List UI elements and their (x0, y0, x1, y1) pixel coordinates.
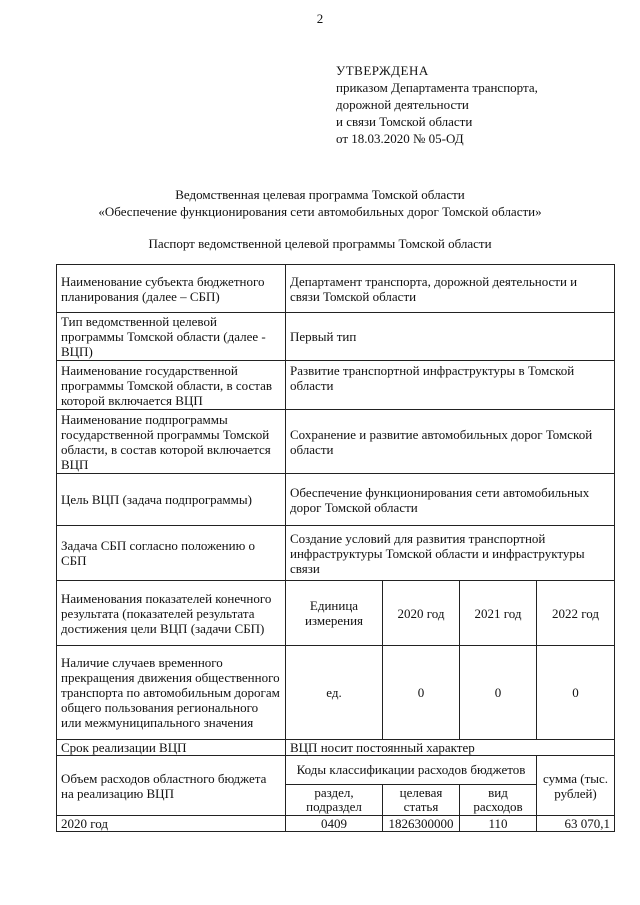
approval-line: дорожной деятельности (336, 97, 469, 112)
expense-row (57, 816, 615, 832)
section-header: раздел, подраздел (286, 785, 383, 816)
indicators-label: Наименования показателей конечного результата (показателей результата достижения цели ВЦП (задачи СБП) (57, 581, 286, 646)
table-row (57, 474, 615, 526)
target-header: целевая статья (383, 785, 460, 816)
table-row (57, 265, 615, 313)
row-label: Задача СБП согласно положению о СБП (57, 526, 286, 581)
passport-subtitle: Паспорт ведомственной целевой программы Томской области (148, 236, 492, 251)
row-label: Наименование государственной программы Томской области, в состав которой включается ВЦП (57, 361, 286, 410)
indicator-value: 0 (460, 646, 537, 740)
expense-section: 0409 (286, 816, 383, 832)
table-row (57, 526, 615, 581)
indicator-unit: ед. (286, 646, 383, 740)
passport-table (56, 264, 615, 832)
approval-heading: УТВЕРЖДЕНА (336, 63, 429, 78)
approval-block (336, 62, 538, 147)
row-label: Цель ВЦП (задача подпрограммы) (57, 474, 286, 526)
expenses-label: Объем расходов областного бюджета на реализацию ВЦП (57, 756, 286, 816)
row-label: Наименование подпрограммы государственной программы Томской области, в состав которой включается ВЦП (57, 410, 286, 474)
title-line-1: Ведомственная целевая программа Томской области (175, 187, 465, 202)
table-row (57, 361, 615, 410)
expense-target: 1826300000 (383, 816, 460, 832)
term-row (57, 740, 615, 756)
term-value: ВЦП носит постоянный характер (286, 740, 615, 756)
row-value: Первый тип (286, 313, 615, 361)
expenses-header-row (57, 756, 615, 785)
year-header: 2020 год (383, 581, 460, 646)
indicator-value: 0 (537, 646, 615, 740)
expense-type: 110 (460, 816, 537, 832)
indicator-value: 0 (383, 646, 460, 740)
row-label: Наименование субъекта бюджетного планирования (далее – СБП) (57, 265, 286, 313)
indicators-header-row (57, 581, 615, 646)
title-line-2: «Обеспечение функционирования сети автомобильных дорог Томской области» (98, 204, 542, 219)
expense-year: 2020 год (57, 816, 286, 832)
expense-sum: 63 070,1 (537, 816, 615, 832)
indicator-label: Наличие случаев временного прекращения движения общественного транспорта по автомобильным дорогам общего пользования регионального или межмуниципального значения (57, 646, 286, 740)
table-row (57, 410, 615, 474)
codes-header: Коды классификации расходов бюджетов (286, 756, 537, 785)
type-header: вид расходов (460, 785, 537, 816)
table-row (57, 313, 615, 361)
document-title (0, 186, 640, 220)
approval-line: и связи Томской области (336, 114, 473, 129)
year-header: 2021 год (460, 581, 537, 646)
year-header: 2022 год (537, 581, 615, 646)
sum-header: сумма (тыс. рублей) (537, 756, 615, 816)
row-value: Создание условий для развития транспортной инфраструктуры Томской области и инфраструктуры связи (286, 526, 615, 581)
indicator-row (57, 646, 615, 740)
row-value: Департамент транспорта, дорожной деятельности и связи Томской области (286, 265, 615, 313)
row-value: Обеспечение функционирования сети автомобильных дорог Томской области (286, 474, 615, 526)
page-number: 2 (316, 11, 324, 26)
approval-line: приказом Департамента транспорта, (336, 80, 538, 95)
row-label: Тип ведомственной целевой программы Томской области (далее - ВЦП) (57, 313, 286, 361)
row-value: Развитие транспортной инфраструктуры в Томской области (286, 361, 615, 410)
unit-header: Единица измерения (286, 581, 383, 646)
row-value: Сохранение и развитие автомобильных дорог Томской области (286, 410, 615, 474)
term-label: Срок реализации ВЦП (57, 740, 286, 756)
approval-date: от 18.03.2020 № 05-ОД (336, 131, 464, 146)
